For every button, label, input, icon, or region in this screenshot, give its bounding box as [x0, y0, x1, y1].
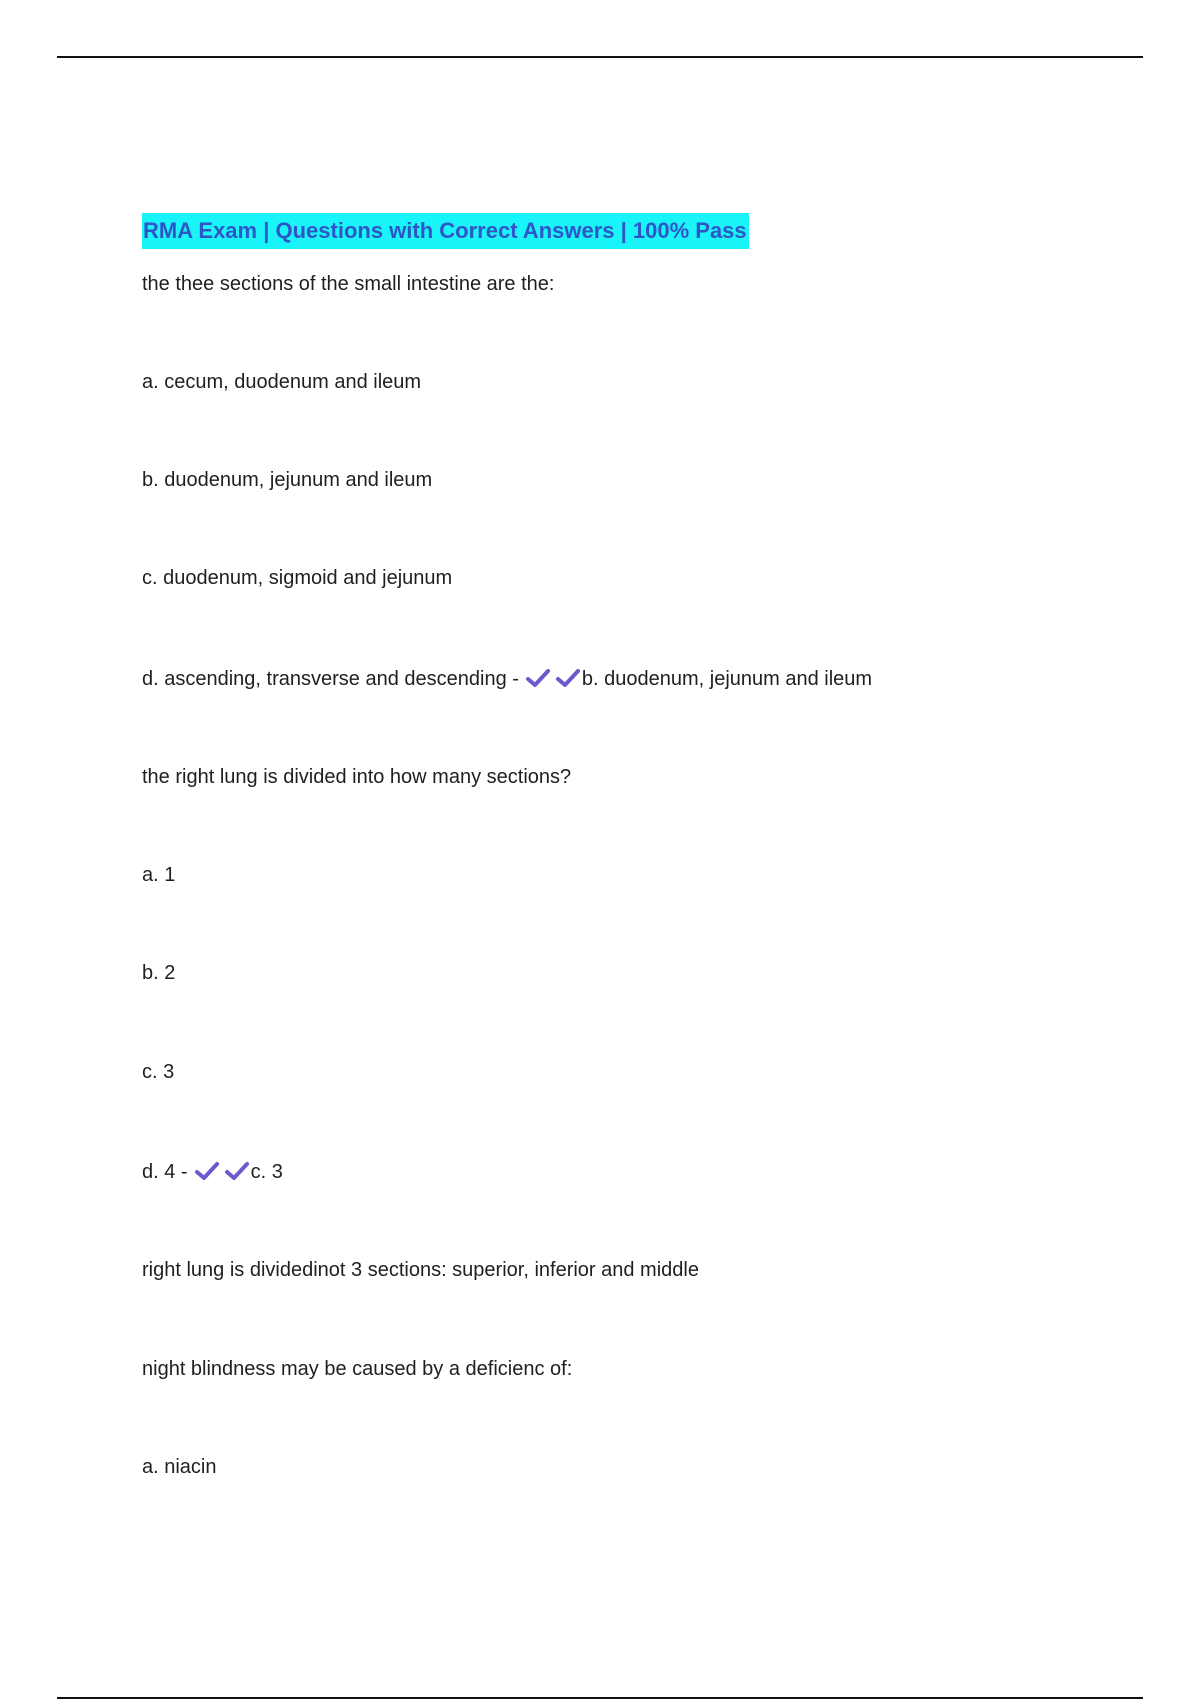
header-rule — [57, 56, 1143, 58]
correct-answer: b. duodenum, jejunum and ileum — [581, 668, 873, 690]
option-line: c. duodenum, sigmoid and jejunum — [142, 567, 453, 589]
question-line: the right lung is divided into how many sections? — [142, 766, 572, 788]
option-text: d. 4 - — [142, 1161, 188, 1183]
checkmark-icon — [194, 1160, 220, 1182]
question-line: night blindness may be caused by a deficienc of: — [142, 1358, 573, 1380]
option-line: a. cecum, duodenum and ileum — [142, 371, 422, 393]
checkmark-icon — [224, 1160, 250, 1182]
checkmark-icon — [525, 667, 551, 689]
question-line: the thee sections of the small intestine are the: — [142, 273, 555, 295]
checkmark-icon — [555, 667, 581, 689]
footer-rule — [57, 1697, 1143, 1699]
correct-answer: c. 3 — [250, 1161, 283, 1183]
option-with-answer-line — [142, 1159, 283, 1185]
option-text: d. ascending, transverse and descending - — [142, 668, 519, 690]
explanation-line: right lung is dividedinot 3 sections: superior, inferior and middle — [142, 1259, 699, 1281]
option-with-answer-line — [142, 666, 872, 692]
option-line: b. 2 — [142, 962, 176, 984]
option-line: b. duodenum, jejunum and ileum — [142, 469, 433, 491]
option-line: c. 3 — [142, 1061, 175, 1083]
document-title: RMA Exam | Questions with Correct Answers | 100% Pass — [142, 213, 749, 249]
option-line: a. 1 — [142, 864, 176, 886]
option-line: a. niacin — [142, 1456, 217, 1478]
